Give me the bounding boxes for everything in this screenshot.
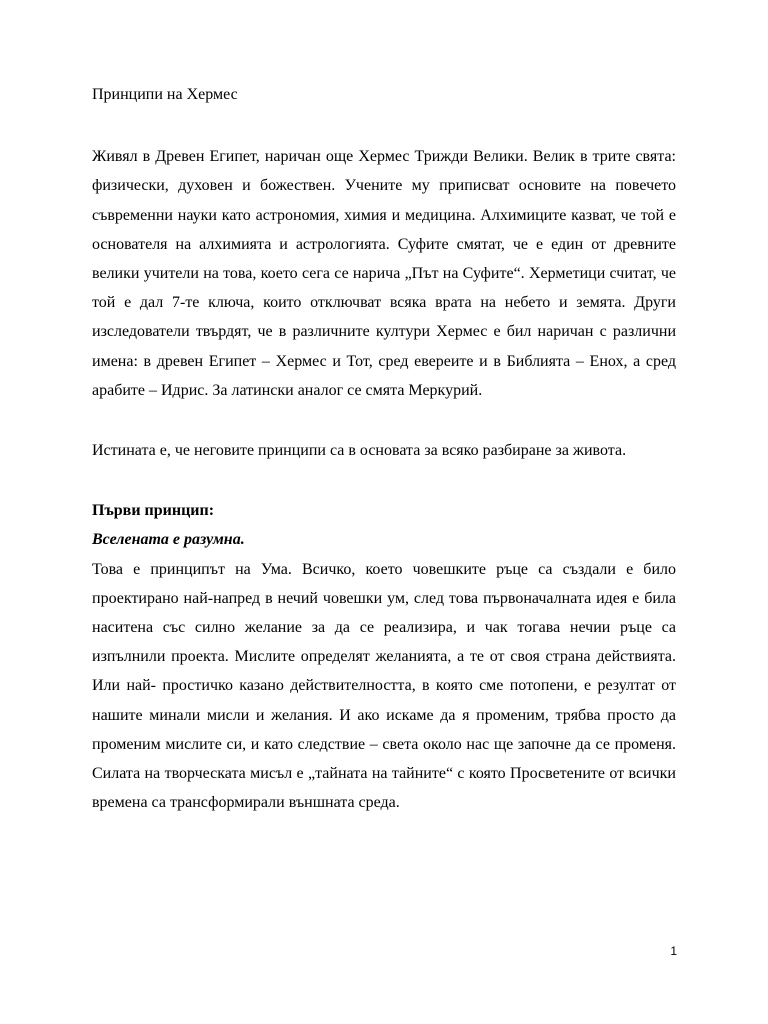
truth-paragraph: Истината е, че неговите принципи са в основата за всяко разбиране за живота. <box>92 442 627 460</box>
intro-paragraph: Живял в Древен Египет, наричан още Хермес Трижди Велики. Велик в трите свята: физически, духовен и божествен. Учените му приписват основите на повечето съвременни науки като астрономия, химия и медицина. Алхимиците казват, че той е основателя на алхимията и астрологията. Суфите смятат, че е един от древните велики учители на това, което сега се нарича „Път на Суфите“. Херметици считат, че той е дал 7-те ключа, които отключват всяка врата на небето и земята. Други изследователи твърдят, че в различните култури Хермес е бил наричан с различни имена: в древен Египет – Хермес и Тот, сред евереите и в Библията – Енох, а сред арабите – Идрис. За латински аналог се смята Меркурий. <box>92 148 676 399</box>
document-title: Принципи на Хермес <box>92 86 238 103</box>
document-page <box>92 80 676 817</box>
page-number: 1 <box>670 944 677 958</box>
section-body: Това е принципът на Ума. Всичко, което човешките ръце са създали е било проектирано най-напред в нечий човешки ум, след това първоначалната идея е била наситена със силно желание за да се реализира, и чак тогава нечии ръце са изпълнили проекта. Мислите определят желанията, а те от своя страна действията. Или най- простичко казано действителността, в която сме потопени, е резултат от нашите минали мисли и желания. И ако искаме да я променим, трябва просто да променим мислите си, и като следствие – света около нас ще започне да се променя. Силата на творческата мисъл е „тайната на тайните“ с която Просветените от всички времена са трансформирали външната среда. <box>92 560 676 812</box>
section-subtitle: Вселената е разумна. <box>92 531 245 549</box>
section-heading: Първи принцип: <box>92 502 215 520</box>
